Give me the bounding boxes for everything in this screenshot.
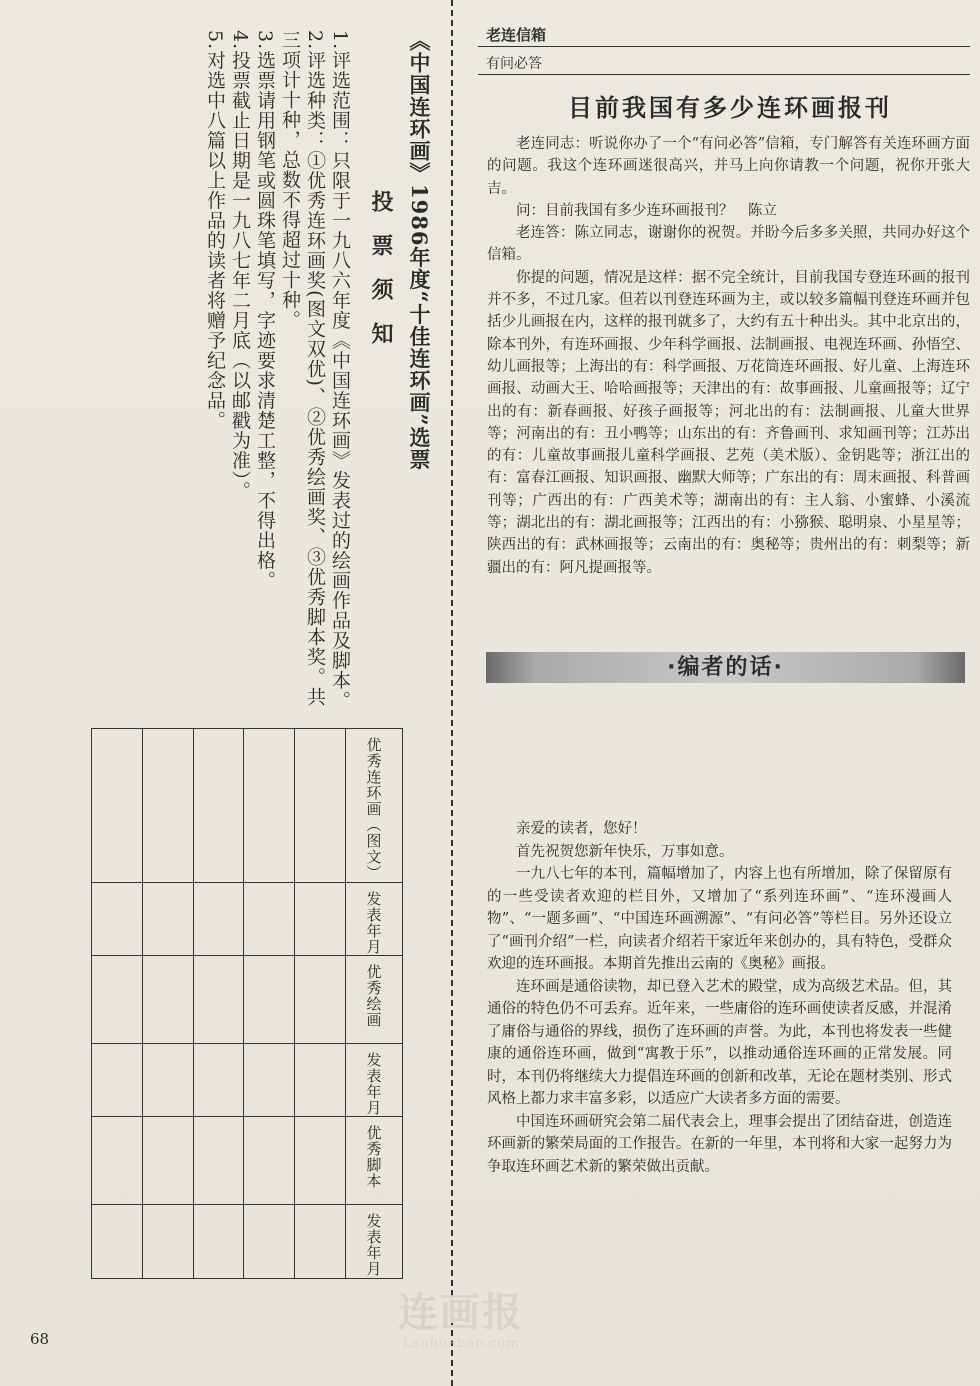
ballot-entry-cell[interactable] (92, 1205, 143, 1279)
ballot-column-label: 优秀脚本 (346, 1117, 403, 1205)
ballot-column-label: 发表年月 (346, 1044, 403, 1117)
ballot-entry-cell[interactable] (244, 1117, 295, 1205)
paragraph: 中国连环画研究会第二届代表会上，理事会提出了团结奋进，创造连环画新的繁荣局面的工作报告。在新的一年里，本刊将和大家一起努力为争取连环画艺术新的繁荣做出贡献。 (487, 1113, 952, 1175)
ballot-title: 《中国连环画》1986年度“十佳连环画”选票 (407, 30, 432, 471)
ballot-instructions (202, 30, 432, 720)
watermark-url: Laohuabao.com (402, 1336, 520, 1351)
watermark-logo: 连画报 (398, 1290, 524, 1336)
paragraph: 你提的问题，情况是这样：据不完全统计，目前我国专登连环画的报刊并不多，不过几家。但若以刊登连环画为主，或以较多篇幅刊登连环画并包括少儿画报在内，这样的报刊就多了，大约有五十种出头。其中北京出的，除本刊外，有连环画报、少年科学画报、法制画报、电视连环画、孙悟空、幼儿画报等；上海出的有：科学画报、万花筒连环画报、好儿童、上海连环画报、动画大王、哈哈画报等；天津出的有：故事画报、儿童画报等；辽宁出的有：新春画报、好孩子画报等；河北出的有：法制画报、儿童大世界等；河南出的有：丑小鸭等；山东出的有：齐鲁画刊、求知画刊等；江苏出的有：儿童故事画报儿童科学画报、艺苑（美术版）、金钥匙等；浙江出的有：富春江画报、知识画报、幽默大师等；广东出的有：周末画报、科普画刊等；广西出的有：广西美术等；湖南出的有：主人翁、小蜜蜂、小溪流等；湖北出的有：湖北画报等；江西出的有：小猕猴、聪明泉、小星星等；陕西出的有：武林画报等；云南出的有：奥秘等；贵州出的有：刺梨等；新疆出的有：阿凡提画报等。 (487, 269, 970, 576)
rule-item: 3.选票请用钢笔或圆珠笔填写，字迹要求清楚工整，不得出格。 (254, 30, 276, 591)
ballot-column-label: 优秀绘画 (346, 956, 403, 1044)
paragraph: 首先祝贺您新年快乐，万事如意。 (516, 843, 734, 860)
ballot-entry-cell[interactable] (244, 1205, 295, 1279)
ballot-rules (202, 30, 352, 720)
ballot-column-label: 发表年月 (346, 1205, 403, 1279)
column-name: 老连信箱 (486, 26, 547, 44)
ballot-table (91, 728, 403, 1279)
ballot-entry-cell[interactable] (244, 956, 295, 1044)
ballot-row (92, 956, 403, 1044)
ballot-entry-cell[interactable] (142, 956, 193, 1044)
paragraph: 亲爱的读者，您好！ (516, 821, 647, 837)
article-title: 目前我国有多少连环画报刊 (568, 94, 892, 122)
ballot-entry-cell[interactable] (92, 729, 143, 883)
rule-item: 1.评选范围：只限于一九八六年度《中国连环画》发表过的绘画作品及脚本。 (329, 30, 351, 711)
paragraph: 老连同志：听说你办了一个“有问必答”信箱，专门解答有关连环画方面的问题。我这个连环画迷很高兴，并马上向你请教一个问题，祝你开张大吉。 (487, 136, 970, 197)
ballot-entry-cell[interactable] (142, 1117, 193, 1205)
ballot-entry-cell[interactable] (92, 1117, 143, 1205)
rule-item: 2.评选种类：①优秀连环画奖(图文双优)、②优秀绘画奖、③优秀脚本奖。共三项计十种，总数不得超过十种。 (279, 30, 326, 707)
ballot-entry-cell[interactable] (193, 729, 244, 883)
ballot-column-label: 优秀连环画（图文） (346, 729, 403, 883)
ballot-entry-cell[interactable] (295, 1205, 346, 1279)
ballot-entry-cell[interactable] (244, 883, 295, 956)
ballot-row (92, 1044, 403, 1117)
ballot-entry-cell[interactable] (142, 1044, 193, 1117)
editor-heading: ·编者的话· (667, 655, 784, 680)
editor-body (487, 818, 952, 1178)
ballot-column-label: 发表年月 (346, 883, 403, 956)
rule-item: 5.对选中八篇以上作品的读者将赠予纪念品。 (204, 30, 226, 431)
ballot-row (92, 1205, 403, 1279)
editor-heading-band (486, 652, 965, 683)
ballot-entry-cell[interactable] (92, 956, 143, 1044)
paragraph: 问：目前我国有多少连环画报刊？ 陈立 (516, 202, 777, 219)
ballot-entry-cell[interactable] (193, 1117, 244, 1205)
ballot-entry-cell[interactable] (295, 883, 346, 956)
ballot-heading: 投票须知 (368, 190, 394, 366)
ballot-entry-cell[interactable] (92, 883, 143, 956)
ballot-row (92, 729, 403, 883)
ballot-entry-cell[interactable] (244, 729, 295, 883)
header-rule (478, 46, 970, 47)
ballot-entry-cell[interactable] (142, 883, 193, 956)
ballot-row (92, 1117, 403, 1205)
ballot-entry-cell[interactable] (193, 883, 244, 956)
ballot-entry-cell[interactable] (295, 1117, 346, 1205)
paragraph: 老连答：陈立同志，谢谢你的祝贺。并盼今后多多关照，共同办好这个信箱。 (487, 225, 970, 264)
rule-item: 4.投票截止日期是一九八七年二月底（以邮戳为准）。 (229, 30, 251, 501)
page-number: 68 (30, 1330, 50, 1348)
paragraph: 一九八七年的本刊，篇幅增加了，内容上也有所增加，除了保留原有的一些受读者欢迎的栏目外，又增加了“系列连环画”、“连环漫画人物”、“一题多画”、“中国连环画溯源”、“有问必答”等栏目。另外还设立了“画刊介绍”一栏，向读者介绍若干家近年来创办的，具有特色，受群众欢迎的连环画报。本期首先推出云南的《奥秘》画报。 (487, 866, 952, 972)
header-rule (478, 74, 970, 75)
cut-line (451, 0, 453, 1386)
ballot-entry-cell[interactable] (193, 1205, 244, 1279)
letter-body (487, 133, 970, 579)
ballot-entry-cell[interactable] (295, 956, 346, 1044)
ballot-row (92, 883, 403, 956)
column-header (486, 24, 546, 45)
ballot-entry-cell[interactable] (244, 1044, 295, 1117)
ballot-entry-cell[interactable] (193, 1044, 244, 1117)
ballot-entry-cell[interactable] (92, 1044, 143, 1117)
ballot-entry-cell[interactable] (142, 729, 193, 883)
ballot-entry-cell[interactable] (295, 1044, 346, 1117)
paragraph: 连环画是通俗读物，却已登入艺术的殿堂，成为高级艺术品。但，其通俗的特色仍不可丢弃。近年来，一些庸俗的连环画使读者反感，并混淆了庸俗与通俗的界线，损伤了连环画的声誉。为此，本刊也将发表一些健康的通俗连环画，做到“寓教于乐”，以推动通俗连环画的正常发展。同时，本刊仍将继续大力提倡连环画的创新和改革，无论在题材类别、形式风格上都力求丰富多彩，以适应广大读者多方面的需要。 (487, 978, 952, 1107)
ballot-entry-cell[interactable] (193, 956, 244, 1044)
watermark (366, 1290, 556, 1351)
ballot-entry-cell[interactable] (142, 1205, 193, 1279)
subcolumn-name: 有问必答 (486, 56, 542, 72)
ballot-entry-cell[interactable] (295, 729, 346, 883)
